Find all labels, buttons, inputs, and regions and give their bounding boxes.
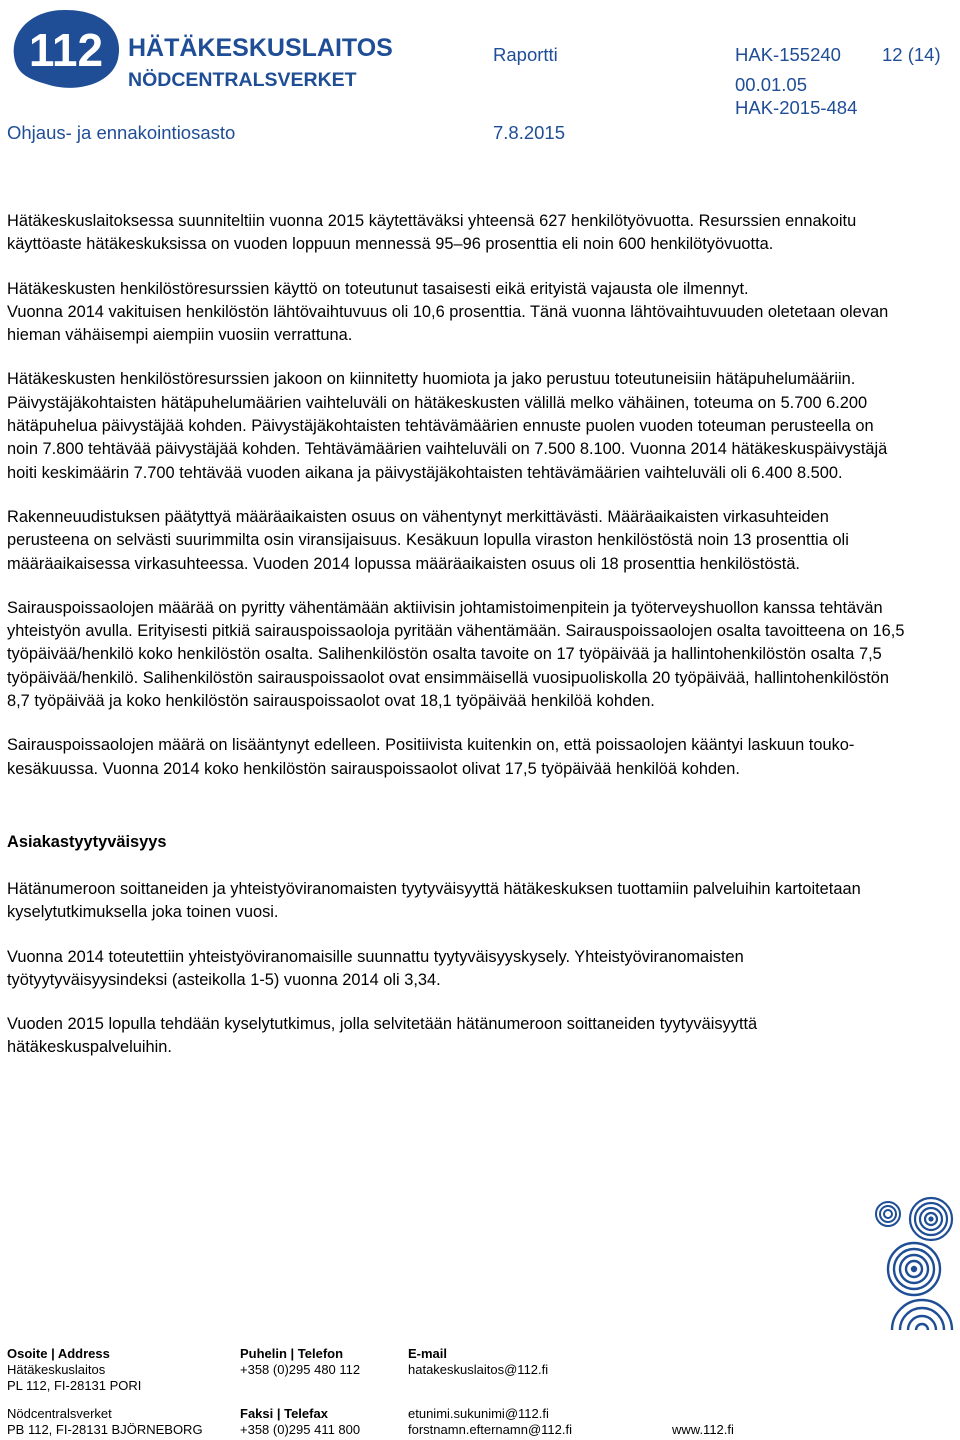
- section-heading: Asiakastyytyväisyys: [7, 832, 167, 851]
- email-address[interactable]: hatakeskuslaitos@112.fi: [408, 1362, 549, 1377]
- email-label: E-mail: [408, 1346, 448, 1361]
- website-link[interactable]: www.112.fi: [672, 1422, 734, 1437]
- org-name-fi: Hätäkeskuslaitos: [7, 1362, 106, 1377]
- department: Ohjaus- ja ennakointiosasto: [7, 122, 236, 143]
- footer-phone: [240, 1346, 360, 1438]
- paragraph: Hätäkeskuslaitoksessa suunniteltiin vuonna 2015 käytettäväksi yhteensä 627 henkilötyövuotta. Resurssien ennakoitu käyttöaste hätäkeskuksissa on vuoden loppuun mennessä 95–96 prosenttia eli noin 600 henkilötyövuotta.: [7, 212, 857, 254]
- logo-line1: HÄTÄKESKUSLAITOS: [128, 34, 393, 62]
- doc-type: Raportti: [493, 44, 558, 65]
- paragraph: Sairauspoissaolojen määrää on pyritty vähentämään aktiivisin johtamistoimenpitein ja työterveyshuollon kanssa tehtävän yhteistyön avulla. Erityisesti pitkiä sairauspoissaoloja pyritään vähentämään. Sairauspoissaolojen osalta tavoitteena on 16,5 työpäivää/henkilö koko henkilöstön osalta. Salihenkilöstön osalta tavoite on 17 työpäivää ja hallintohenkilöstön osalta 7,5 työpäivää/henkilö. Salihenkilöstön sairauspoissaolot ovat ensimmäisellä vuosipuoliskolla 20 työpäivää, hallintohenkilöstön 8,7 työpäivää ja koko henkilöstön sairauspoissaolot ovat 18,1 työpäivää henkilöä kohden.: [7, 598, 905, 711]
- report-body: [7, 210, 907, 1081]
- doc-reference: HAK-2015-484: [735, 97, 858, 118]
- footer-email: [408, 1346, 572, 1438]
- fax-number: +358 (0)295 411 800: [240, 1422, 361, 1437]
- document-date: 7.8.2015: [493, 122, 566, 143]
- address-sv: PB 112, FI-28131 BJÖRNEBORG: [7, 1422, 203, 1437]
- email-address[interactable]: etunimi.sukunimi@112.fi: [408, 1406, 549, 1421]
- paragraph: Hätäkeskusten henkilöstöresurssien käyttö on toteutunut tasaisesti eikä erityistä vajausta ole ilmennyt.: [7, 279, 749, 298]
- paragraph: Rakenneuudistuksen päätyttyä määräaikaisten osuus on vähentynyt merkittävästi. Määräaikaisten virkasuhteiden perusteena on selvästi suurimmilta osin viransijaisuus. Kesäkuun lopulla viraston henkilöstöstä noin 13 prosenttia oli määräaikaisessa virkasuhteessa. Vuoden 2014 lopussa määräaikaisten osuus oli 18 prosenttia henkilöstöstä.: [7, 507, 849, 573]
- phone-number: +358 (0)295 480 112: [240, 1362, 361, 1377]
- phone-label: Puhelin | Telefon: [240, 1346, 344, 1361]
- address-label: Osoite | Address: [7, 1346, 110, 1361]
- paragraph: Sairauspoissaolojen määrä on lisääntynyt edelleen. Positiivista kuitenkin on, että poissaolojen kääntyi laskuun touko-kesäkuussa. Vuonna 2014 koko henkilöstön sairauspoissaolot olivat 17,5 työpäivää henkilöä kohden.: [7, 736, 855, 778]
- logo-number: 112: [28, 24, 104, 76]
- address-fi: PL 112, FI-28131 PORI: [7, 1378, 142, 1393]
- paragraph: Hätänumeroon soittaneiden ja yhteistyöviranomaisten tyytyväisyyttä hätäkeskuksen tuottamiin palveluihin kartoitetaan kyselytutkimuksella joka toinen vuosi.: [7, 879, 861, 922]
- paragraph: Vuonna 2014 vakituisen henkilöstön lähtövaihtuvuus oli 10,6 prosenttia. Tänä vuonna lähtövaihtuvuuden oletetaan olevan hieman vähäisempi aiempiin vuosiin verrattuna.: [7, 302, 889, 345]
- footer-address: [7, 1346, 203, 1438]
- spiral-icon: [874, 1200, 902, 1228]
- doc-number: HAK-155240: [735, 44, 841, 65]
- page-number: 12 (14): [882, 44, 941, 65]
- paragraph: Vuoden 2015 lopulla tehdään kyselytutkimus, jolla selvitetään hätänumeroon soittaneiden tyytyväisyyttä hätäkeskuspalveluihin.: [7, 1015, 758, 1057]
- organization-logo: [6, 4, 393, 92]
- spiral-icon: [890, 1300, 954, 1330]
- paragraph: Vuonna 2014 toteutettiin yhteistyöviranomaisille suunnattu tyytyväisyyskysely. Yhteistyöviranomaisten työtyytyväisyysindeksi (asteikolla 1-5) vuonna 2014 oli 3,34.: [7, 947, 744, 989]
- logo-line2: NÖDCENTRALSVERKET: [128, 69, 357, 91]
- spiral-icon: [886, 1240, 942, 1298]
- paragraph: Hätäkeskusten henkilöstöresurssien jakoon on kiinnitetty huomiota ja jako perustuu toteutuneisiin hätäpuhelumääriin. Päivystäjäkohtaisten hätäpuhelumäärien vaihteluväli on hätäkeskusten välillä melko vähäinen, toteuma on 5.700 6.200 hätäpuhelua päivystäjää kohden. Päivystäjäkohtaisten tehtävämäärien ennuste puolen vuoden toteuman perusteella on noin 7.800 tehtävää päivystäjää kohden. Tehtävämäärien vaihteluväli on 7.500 8.100. Vuonna 2014 hätäkeskuspäivystäjä hoiti keskimäärin 7.700 tehtävää vuoden aikana ja päivystäjäkohtaisten tehtävämäärien vaihteluväli oli 6.400 8.500.: [7, 370, 888, 482]
- spiral-icon: [908, 1196, 954, 1242]
- fax-label: Faksi | Telefax: [240, 1406, 328, 1421]
- doc-version: 00.01.05: [735, 74, 808, 95]
- org-name-sv: Nödcentralsverket: [7, 1406, 112, 1421]
- email-address[interactable]: forstnamn.efternamn@112.fi: [408, 1422, 572, 1437]
